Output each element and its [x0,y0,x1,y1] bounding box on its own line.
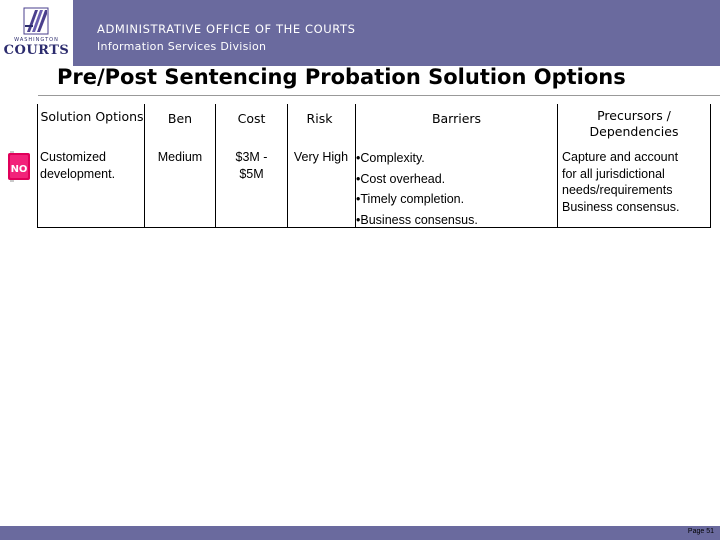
header-barriers: Barriers [431,111,482,126]
division-name: Information Services Division [97,40,267,53]
solution-options-table [37,104,711,228]
precursor-line: Capture and account [562,150,679,164]
header-band [0,0,720,66]
cell-solution-line2: development. [40,166,116,181]
cell-cost-line1: $3M - [235,150,268,164]
precursor-line: for all jurisdictional [562,166,665,181]
cell-ben: Medium [157,150,203,164]
cell-solution [40,149,115,182]
logo-courts-text: COURTS [3,43,70,58]
cell-precursors [562,149,679,215]
header-cost: Cost [237,111,266,126]
no-status-icon [7,151,31,182]
logo-state-text: WASHINGTON [14,37,59,43]
barrier-item: •Timely completion. [356,192,465,206]
footer-band [0,526,720,540]
cell-risk: Very High [293,150,349,164]
header-solution-options [40,107,144,126]
header-precursors-line2: Dependencies [589,124,679,139]
cell-solution-line1: Customized [40,150,106,164]
title-divider [38,95,720,96]
courts-emblem-icon [21,5,51,37]
barrier-item: •Cost overhead. [356,171,446,186]
cell-cost-line2: $5M [239,166,264,181]
header-ben: Ben [167,111,193,126]
header-solution-options-text: Solution Options [40,109,144,124]
barriers-list [356,148,478,230]
barrier-item: •Business consensus. [356,212,478,227]
header-precursors [558,108,710,140]
no-status-label: NO [10,164,28,175]
barrier-item: •Complexity. [356,151,425,165]
cell-cost [216,149,287,182]
table-border-right [710,104,711,228]
precursor-line: Business consensus. [562,199,680,214]
page-number: Page 51 [687,528,714,535]
office-name: ADMINISTRATIVE OFFICE OF THE COURTS [97,22,356,36]
header-risk: Risk [306,111,333,126]
washington-courts-logo [0,0,73,66]
header-precursors-line1: Precursors / [597,108,671,123]
table-border-left [37,104,38,228]
precursor-line: needs/requirements [562,183,673,197]
page-title: Pre/Post Sentencing Probation Solution Options [57,65,626,89]
